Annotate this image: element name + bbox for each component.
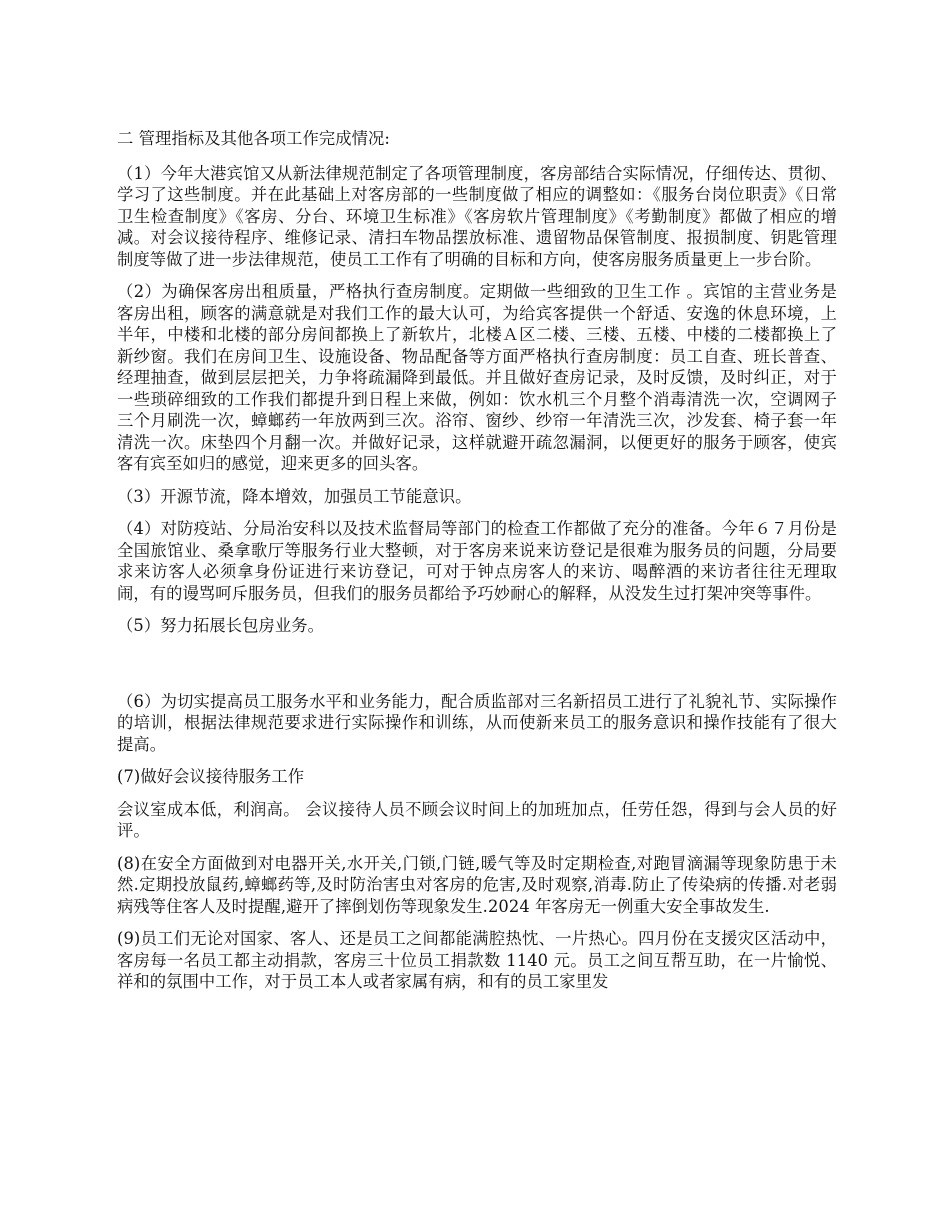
- paragraph-item-2: （2）为确保客房出租质量，严格执行查房制度。定期做一些细致的卫生工作 。宾馆的主营业务是客房出租，顾客的满意就是对我们工作的最大认可，为给宾客提供一个舒适、安逸的休息环境，上半年，中楼和北楼的部分房间都换上了新软片，北楼Ａ区二楼、三楼、五楼、中楼的二楼都换上了新纱窗。我们在房间卫生、设施设备、物品配备等方面严格执行查房制度：员工自查、班长普查、经理抽查，做到层层把关，力争将疏漏降到最低。并且做好查房记录，及时反馈，及时纠正，对于一些琐碎细致的工作我们都提升到日程上来做，例如：饮水机三个月整个消毒清洗一次，空调网子三个月刷洗一次，蟑螂药一年放两到三次。浴帘、窗纱、纱帘一年清洗三次，沙发套、椅子套一年清洗一次。床垫四个月翻一次。并做好记录，这样就避开疏忽漏洞，以便更好的服务于顾客，使宾客有宾至如归的感觉，迎来更多的回头客。: [117, 282, 837, 473]
- paragraph-item-7-title: (7)做好会议接待服务工作: [117, 767, 305, 786]
- paragraph-item-8: (8)在安全方面做到对电器开关,水开关,门锁,门链,暖气等及时定期检查,对跑冒滴漏等现象防患于未然.定期投放鼠药,蟑螂药等,及时防治害虫对客房的危害,及时观察,消毒.防止了传染病的传播.对老弱病残等住客人及时提醒,避开了摔倒划伤等现象发生.2024 年客房无一例重大安全事故发生.: [117, 853, 837, 916]
- paragraph-item-1: （1）今年大港宾馆又从新法律规范制定了各项管理制度，客房部结合实际情况，仔细传达、贯彻、学习了这些制度。并在此基础上对客房部的一些制度做了相应的调整如：《服务台岗位职责》《日常卫生检查制度》《客房、分台、环境卫生标准》《客房软片管理制度》《考勤制度》都做了相应的增减。对会议接待程序、维修记录、清扫车物品摆放标准、遗留物品保管制度、报损制度、钥匙管理制度等做了进一步法律规范，使员工工作有了明确的目标和方向，使客房服务质量更上一步台阶。: [117, 163, 837, 269]
- paragraph-item-4: （4）对防疫站、分局治安科以及技术监督局等部门的检查工作都做了充分的准备。今年６７月份是全国旅馆业、桑拿歌厅等服务行业大整顿，对于客房来说来访登记是很难为服务员的问题，分局要求来访客人必须拿身份证进行来访登记，可对于钟点房客人的来访、喝醉酒的来访者往往无理取闹，有的谩骂呵斥服务员，但我们的服务员都给予巧妙耐心的解释，从没发生过打架冲突等事件。: [117, 519, 837, 603]
- paragraph-item-3: （3）开源节流，降本增效，加强员工节能意识。: [117, 486, 472, 506]
- paragraph-item-9: (9)员工们无论对国家、客人、还是员工之间都能满腔热忱、一片热心。四月份在支援灾区活动中，客房每一名员工都主动捐款，客房三十位员工捐款数 1140 元。员工之间互帮互助，在一片愉悦、祥和的氛围中工作，对于员工本人或者家属有病，和有的员工家里发: [117, 929, 837, 991]
- blank-gap: [117, 648, 837, 691]
- paragraph-item-5: （5）努力拓展长包房业务。: [117, 616, 325, 635]
- document-body: [117, 128, 837, 1004]
- paragraph-item-7-body: 会议室成本低，利润高。 会议接待人员不顾会议时间上的加班加点，任劳任怨，得到与会人员的好评。: [117, 799, 837, 840]
- paragraph-item-6: （6）为切实提高员工服务水平和业务能力，配合质监部对三名新招员工进行了礼貌礼节、实际操作的培训，根据法律规范要求进行实际操作和训练，从而使新来员工的服务意识和操作技能有了很大提高。: [117, 691, 837, 754]
- section-heading: 二 管理指标及其他各项工作完成情况:: [117, 129, 390, 148]
